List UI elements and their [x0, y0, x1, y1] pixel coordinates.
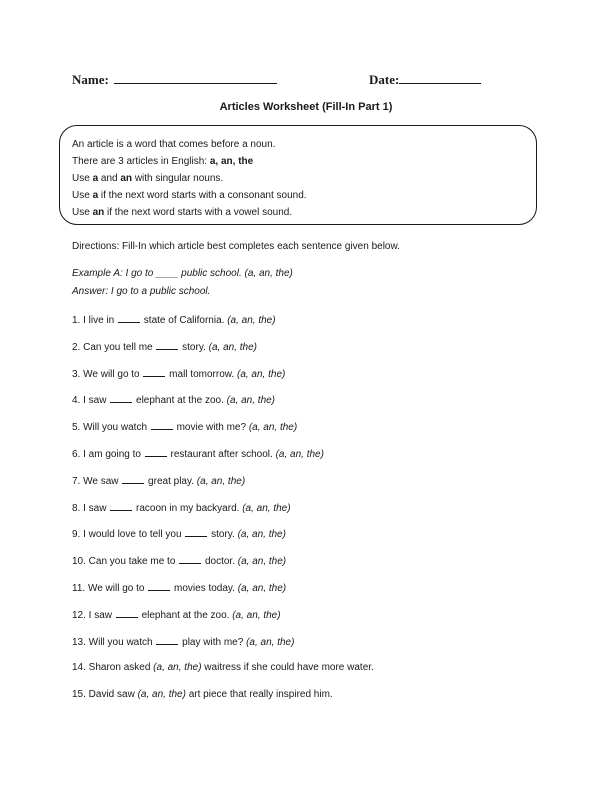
answer-blank[interactable]: [148, 581, 170, 591]
rule-bold-text: an: [92, 207, 105, 218]
question-item: [72, 474, 374, 501]
answer-blank[interactable]: [116, 608, 138, 618]
rule-bold-text: a: [92, 190, 99, 201]
question-text: story.: [208, 529, 238, 541]
question-text: 8. I saw: [72, 502, 110, 514]
name-blank-line[interactable]: [114, 71, 277, 84]
question-text: racoon in my backyard.: [133, 502, 243, 514]
answer-blank[interactable]: [110, 501, 132, 511]
question-list: [72, 313, 374, 715]
rule-bold-text: a: [92, 173, 99, 184]
answer-blank[interactable]: [145, 447, 167, 457]
name-field[interactable]: [72, 71, 277, 88]
question-text: 9. I would love to tell you: [72, 529, 185, 541]
question-text: elephant at the zoo.: [133, 395, 227, 407]
question-text: 12. I saw: [72, 609, 115, 621]
answer-options: (a, an, the): [236, 368, 286, 380]
question-item: [72, 608, 374, 635]
answer-blank[interactable]: [185, 527, 207, 537]
rule-bold-text: an: [120, 173, 133, 184]
question-text: state of California.: [141, 315, 228, 326]
answer-blank[interactable]: [122, 474, 144, 484]
question-text: restaurant after school.: [167, 448, 276, 460]
rules-box: [59, 125, 537, 225]
question-item: [72, 661, 374, 688]
question-item: [72, 420, 374, 447]
rule-text: Use: [72, 190, 93, 201]
question-text: 1. I live in: [72, 315, 118, 326]
answer-options: (a, an, the): [196, 475, 246, 487]
question-item: [72, 688, 374, 715]
answer-options: (a, an, the): [242, 502, 291, 514]
rule-line-2: [72, 153, 536, 170]
date-field[interactable]: [369, 71, 481, 88]
question-text: 15. David saw: [72, 689, 138, 701]
question-text: 2. Can you tell me: [72, 341, 156, 353]
question-item: [72, 340, 374, 367]
rule-line-5: [72, 204, 536, 221]
rule-text: Use: [72, 207, 93, 218]
question-text: art piece that really inspired him.: [185, 689, 333, 701]
date-label: Date:: [369, 72, 400, 87]
question-text: doctor.: [202, 556, 238, 568]
answer-options: (a, an, the): [208, 341, 257, 353]
answer-blank[interactable]: [110, 393, 132, 403]
question-item: [72, 554, 374, 581]
answer-blank[interactable]: [156, 340, 178, 350]
answer-blank[interactable]: [143, 367, 165, 377]
rule-text: if the next word starts with a consonant sound.: [98, 190, 307, 201]
question-item: [72, 393, 374, 420]
question-text: 10. Can you take me to: [72, 556, 179, 568]
rule-text: with singular nouns.: [132, 173, 224, 184]
answer-options: (a, an, the): [237, 582, 287, 594]
answer-blank[interactable]: [156, 635, 178, 645]
question-text: 6. I am going to: [72, 448, 144, 460]
rule-line-1: [72, 136, 536, 153]
question-text: 13. Will you watch: [72, 636, 156, 648]
question-item: [72, 313, 374, 340]
answer-options: (a, an, the): [137, 689, 186, 701]
date-blank-line[interactable]: [399, 71, 481, 84]
answer-options: (a, an, the): [153, 662, 202, 674]
question-text: play with me?: [179, 636, 247, 648]
question-item: [72, 581, 374, 608]
rule-bold-text: a, an, the: [209, 156, 254, 167]
question-item: [72, 635, 374, 662]
answer-options: (a, an, the): [237, 529, 286, 541]
rule-text: There are 3 articles in English:: [72, 156, 210, 167]
rule-line-4: [72, 187, 536, 204]
answer-options: (a, an, the): [226, 395, 276, 407]
question-item: [72, 501, 374, 528]
worksheet-title: Articles Worksheet (Fill-In Part 1): [219, 101, 393, 113]
example-question: Example A: I go to ____ public school. (a, an, the): [72, 268, 293, 279]
answer-options: (a, an, the): [275, 448, 324, 460]
question-text: movies today.: [171, 582, 238, 594]
answer-options: (a, an, the): [227, 315, 276, 326]
question-item: [72, 367, 374, 394]
rule-text: Use: [72, 173, 93, 184]
question-item: [72, 527, 374, 554]
question-text: movie with me?: [173, 422, 249, 434]
question-text: 3. We will go to: [72, 368, 143, 380]
question-item: [72, 447, 374, 474]
answer-options: (a, an, the): [246, 636, 295, 648]
rule-text: and: [98, 173, 121, 184]
rule-text: if the next word starts with a vowel sound.: [104, 207, 293, 218]
question-text: 5. Will you watch: [72, 422, 150, 434]
question-text: 11. We will go to: [72, 582, 148, 594]
question-text: 4. I saw: [72, 395, 110, 407]
answer-blank[interactable]: [118, 313, 140, 323]
question-text: mall tomorrow.: [166, 368, 237, 380]
question-text: elephant at the zoo.: [138, 609, 233, 621]
question-text: story.: [179, 341, 209, 353]
directions: Directions: Fill-In which article best completes each sentence given below.: [72, 241, 400, 252]
answer-options: (a, an, the): [248, 422, 298, 434]
answer-options: (a, an, the): [237, 556, 287, 568]
answer-options: (a, an, the): [232, 609, 281, 621]
rule-text: An article is a word that comes before a noun.: [72, 139, 276, 150]
answer-blank[interactable]: [151, 420, 173, 430]
question-text: 7. We saw: [72, 475, 122, 487]
name-label: Name:: [72, 72, 109, 87]
example-answer: Answer: I go to a public school.: [72, 286, 211, 297]
rule-line-3: [72, 170, 536, 187]
question-text: 14. Sharon asked: [72, 662, 154, 674]
answer-blank[interactable]: [179, 554, 201, 564]
question-text: great play.: [145, 475, 197, 487]
question-text: waitress if she could have more water.: [201, 662, 374, 674]
